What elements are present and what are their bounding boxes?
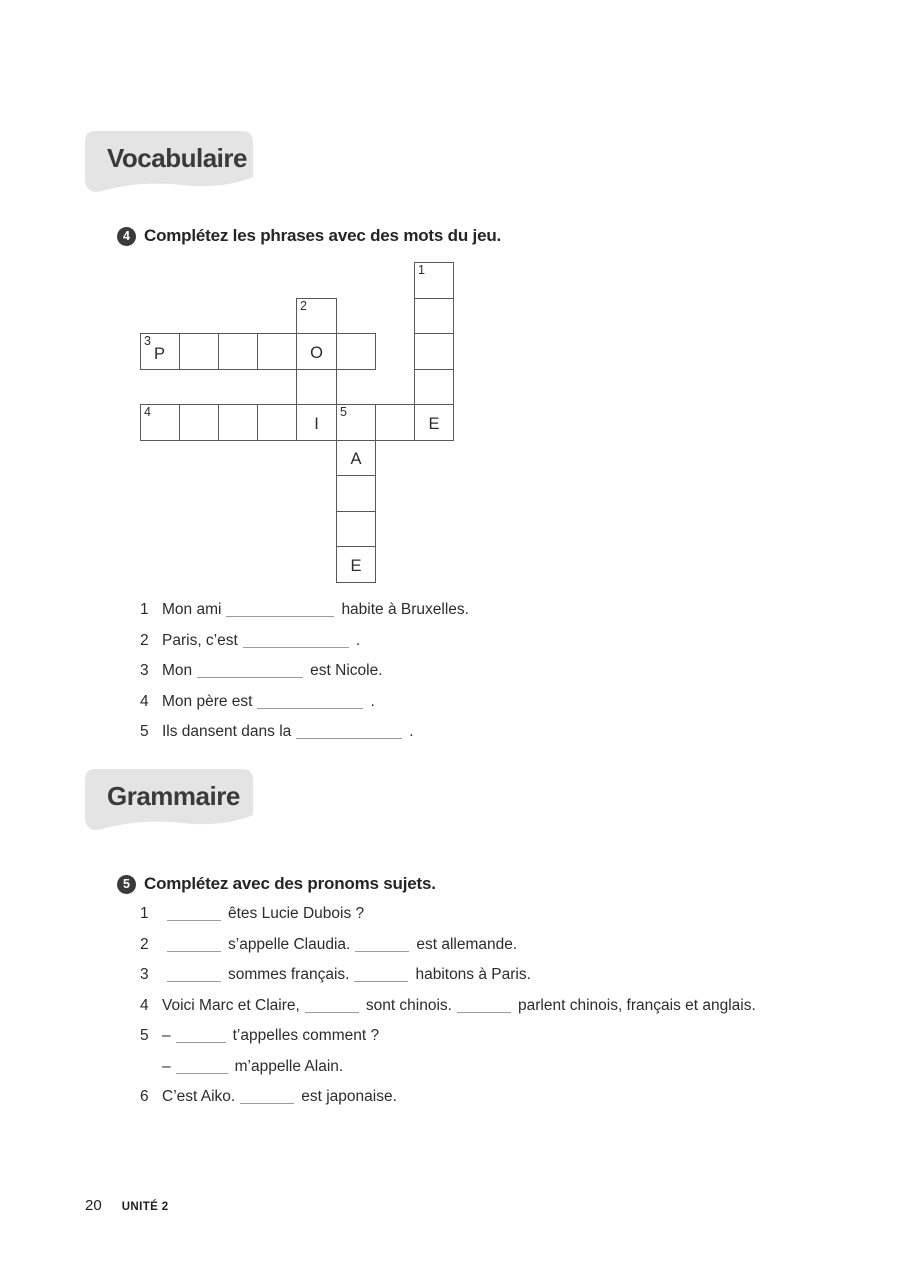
sentence-text: – [162, 1027, 171, 1044]
answer-blank[interactable] [176, 1060, 228, 1074]
sentence-number: 2 [140, 935, 149, 953]
crossword-cell[interactable] [336, 404, 376, 441]
exercise-sentence [140, 595, 469, 626]
section-title-vocabulaire: Vocabulaire [107, 143, 247, 173]
answer-blank[interactable] [167, 938, 221, 952]
sentence-text: Voici Marc et Claire, [162, 996, 300, 1014]
crossword-cell[interactable] [296, 369, 337, 405]
sentence-text: m’appelle Alain. [234, 1057, 344, 1075]
unit-label: UNITÉ 2 [121, 1201, 169, 1213]
crossword-cell[interactable] [336, 475, 376, 512]
crossword-letter: O [310, 343, 323, 362]
sentence-number: 5 [140, 1027, 149, 1044]
answer-blank[interactable] [354, 968, 408, 982]
sentence-text: . [355, 631, 361, 649]
crossword-cell[interactable] [218, 404, 258, 441]
answer-blank[interactable] [305, 999, 359, 1013]
section-tab-grammaire [85, 769, 253, 833]
exercise-sentence [140, 991, 756, 1022]
section-tab-vocabulaire [85, 131, 253, 195]
crossword-cell[interactable] [414, 404, 454, 441]
crossword-cell[interactable] [218, 333, 258, 370]
exercise-number-badge: 4 [117, 227, 136, 246]
exercise-sentence [140, 717, 469, 748]
sentence-text: habite à Bruxelles. [341, 601, 469, 618]
exercise-sentence [140, 1021, 756, 1052]
exercise-sentence [140, 1052, 756, 1083]
section-title-grammaire: Grammaire [107, 781, 240, 811]
answer-blank[interactable] [355, 938, 409, 952]
exercise-sentence [140, 656, 469, 687]
crossword-clue-number: 3 [144, 334, 151, 348]
page-footer [85, 1197, 169, 1214]
sentence-number: 3 [140, 662, 149, 680]
sentence-text: Mon père est [162, 692, 253, 710]
crossword-clue-number: 1 [418, 263, 425, 277]
exercise-5-title: Complétez avec des pronoms sujets. [144, 874, 436, 893]
sentence-number: 1 [140, 905, 149, 922]
exercise-sentence [140, 899, 756, 930]
answer-blank[interactable] [240, 1090, 294, 1104]
crossword-cell[interactable] [257, 333, 297, 370]
sentence-text: Ils dansent dans la [162, 723, 292, 741]
crossword-cell[interactable] [336, 333, 376, 370]
sentence-text: . [370, 692, 375, 710]
sentence-number: 1 [140, 601, 149, 618]
exercise-5-header [117, 874, 436, 894]
crossword-cell[interactable] [257, 404, 297, 441]
sentence-text: C’est Aiko. [162, 1088, 236, 1105]
crossword-letter: A [350, 450, 362, 468]
sentence-number: 6 [140, 1088, 149, 1105]
sentence-text: sommes français. [228, 966, 350, 983]
crossword-cell[interactable] [375, 404, 415, 441]
answer-blank[interactable] [176, 1029, 226, 1043]
sentence-number: 4 [140, 996, 149, 1014]
exercise-4-items [140, 595, 469, 748]
sentence-text: êtes Lucie Dubois ? [228, 905, 365, 922]
exercise-4-title: Complétez les phrases avec des mots du jeu. [144, 226, 502, 245]
answer-blank[interactable] [197, 664, 303, 678]
sentence-text: Mon ami [162, 601, 222, 618]
sentence-number: 4 [140, 692, 149, 710]
crossword-cell[interactable] [296, 333, 337, 370]
crossword-cell[interactable] [414, 369, 454, 405]
crossword-cell[interactable] [336, 546, 376, 583]
sentence-number: 3 [140, 966, 149, 983]
crossword-clue-number: 5 [340, 405, 347, 419]
exercise-sentence [140, 626, 469, 657]
exercise-sentence [140, 930, 756, 961]
sentence-text: . [409, 723, 414, 741]
crossword-clue-number: 2 [300, 299, 307, 313]
crossword-cell[interactable] [296, 404, 337, 441]
crossword-letter: I [314, 414, 319, 433]
exercise-5-items [140, 899, 756, 1113]
crossword-cell[interactable] [179, 333, 219, 370]
exercise-4-header [117, 226, 501, 246]
crossword-letter: E [350, 556, 362, 575]
sentence-number: 2 [140, 631, 149, 649]
sentence-text: t’appelles comment ? [232, 1027, 380, 1044]
crossword-cell[interactable] [296, 298, 337, 334]
answer-blank[interactable] [296, 725, 402, 739]
sentence-text: Paris, c’est [162, 631, 238, 649]
exercise-number-badge: 5 [117, 875, 136, 894]
crossword-letter: E [428, 414, 440, 433]
exercise-sentence [140, 960, 756, 991]
answer-blank[interactable] [257, 695, 363, 709]
page-number: 20 [85, 1197, 102, 1214]
exercise-sentence [140, 687, 469, 718]
crossword-cell[interactable] [336, 440, 376, 476]
sentence-text: sont chinois. [365, 996, 452, 1014]
sentence-text: est allemande. [416, 935, 518, 953]
answer-blank[interactable] [457, 999, 511, 1013]
answer-blank[interactable] [167, 968, 221, 982]
exercise-sentence [140, 1082, 756, 1113]
answer-blank[interactable] [167, 907, 221, 921]
sentence-text: habitons à Paris. [415, 966, 531, 983]
sentence-text: – [162, 1057, 171, 1075]
crossword-letter: P [154, 345, 166, 363]
crossword-clue-number: 4 [144, 405, 151, 419]
sentence-text: Mon [162, 662, 193, 680]
crossword-cell[interactable] [140, 404, 180, 441]
crossword-cell[interactable] [140, 333, 180, 370]
sentence-text: est Nicole. [310, 662, 383, 680]
answer-blank[interactable] [226, 603, 334, 617]
crossword-cell[interactable] [414, 262, 454, 299]
answer-blank[interactable] [243, 634, 349, 648]
crossword-cell[interactable] [414, 298, 454, 334]
crossword-grid [140, 262, 456, 584]
sentence-text: est japonaise. [301, 1088, 397, 1105]
sentence-text: parlent chinois, français et anglais. [518, 996, 756, 1014]
crossword-cell[interactable] [336, 511, 376, 547]
crossword-cell[interactable] [179, 404, 219, 441]
sentence-text: s’appelle Claudia. [228, 935, 351, 953]
crossword-cell[interactable] [414, 333, 454, 370]
sentence-number: 5 [140, 723, 149, 741]
